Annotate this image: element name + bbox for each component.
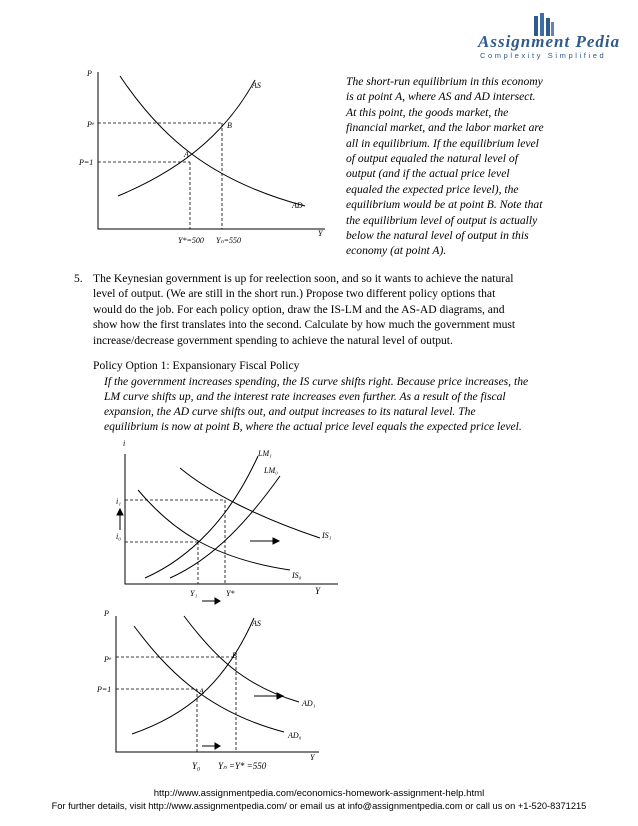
policy-heading: Policy Option 1: Expansionary Fiscal Policy — [93, 359, 300, 372]
graph-as-ad-1 — [70, 66, 340, 256]
policy-line: If the government increases spending, the IS curve shifts right. Because price increases, the — [104, 375, 529, 388]
question-line: show how the first translates into the second. Calculate by how much the government must — [93, 318, 516, 332]
explanation-line: The short-run equilibrium in this economy — [346, 75, 543, 88]
p1-label: P=1 — [79, 158, 94, 167]
explanation-line: At this point, the goods market, the — [346, 105, 509, 119]
i0-label: i₀ — [116, 532, 122, 541]
explanation-line: the equilibrium level of output is actually — [346, 213, 538, 227]
ad-curve — [120, 76, 305, 206]
ad1-label: AD₁ — [302, 699, 316, 708]
point-a-label: A — [184, 150, 189, 159]
y1-label: Y₁ — [190, 589, 198, 598]
footer-contact: For further details, visit http://www.assignmentpedia.com/ or email us at info@assignmentpedia.com or call us on +1-520-8371215 — [51, 801, 587, 811]
question-number: 5. — [74, 272, 83, 285]
graph-is-lm — [100, 438, 360, 608]
point-a-label: A — [199, 687, 204, 696]
question-line: would do the job. For each policy option, draw the IS-LM and the AS-AD diagrams, and — [93, 302, 505, 316]
y-axis-label: Y — [318, 229, 323, 238]
pe-label: Pᵉ — [104, 655, 111, 664]
is0-curve — [138, 490, 290, 570]
right-arrow-small-head-icon — [215, 743, 220, 749]
question-line: level of output. (We are still in the short run.) Propose two different policy options that — [93, 287, 496, 301]
as-label: AS — [252, 619, 261, 628]
logo-subtitle: Complexity Simplified — [480, 51, 607, 60]
ystar-label: Y* — [226, 589, 235, 598]
is1-label: IS₁ — [322, 531, 332, 540]
explanation-line: output (and if the actual price level — [346, 167, 510, 181]
y-axis-label: Y — [310, 753, 315, 762]
y-axis-label: Y — [315, 586, 321, 596]
up-arrow-head-icon — [117, 509, 123, 515]
lm0-label: LM₀ — [264, 466, 278, 475]
question-line: The Keynesian government is up for reelection soon, and so it wants to achieve the natural — [93, 272, 514, 285]
axes — [98, 72, 325, 229]
i1-label: i₁ — [116, 497, 122, 506]
is0-label: IS₀ — [292, 571, 302, 580]
as-curve — [118, 80, 255, 196]
p-axis-label: P — [104, 609, 109, 618]
graph-as-ad-2 — [94, 606, 334, 776]
policy-line: equilibrium is now at point B, where the actual price level equals the expected price level. — [104, 420, 522, 433]
axes — [125, 454, 338, 584]
right-arrow-small-head-icon — [215, 598, 220, 604]
point-b-label: B — [227, 121, 232, 130]
point-b-label: B — [232, 651, 237, 660]
p1-label: P=1 — [97, 685, 112, 694]
ad0-label: AD₀ — [288, 731, 302, 740]
logo-title: Assignment Pedia — [478, 32, 621, 51]
y0-label: Y₀ — [192, 761, 201, 771]
policy-text — [104, 374, 624, 434]
policy-line: expansion, the AD curve shifts out, and output increases to its natural level. The — [104, 405, 476, 418]
yn-label: Yₙ =Y* =550 — [218, 761, 267, 771]
explanation-line: economy (at point A). — [346, 244, 447, 258]
is1-curve — [180, 468, 320, 538]
explanation-line: of output equaled the natural level of — [346, 152, 518, 166]
yn-label: Yₙ=550 — [216, 236, 242, 245]
ystar-label: Y*=500 — [178, 236, 204, 245]
explanation-text — [346, 74, 626, 259]
pe-label: Pᵉ — [87, 120, 94, 129]
as-label: AS — [252, 81, 261, 90]
explanation-line: financial market, and the labor market are — [346, 121, 544, 135]
footer-url[interactable]: http://www.assignmentpedia.com/economics-homework-assignment-help.html — [153, 788, 485, 799]
question-line: increase/decrease government spending to achieve the natural level of output. — [93, 333, 453, 347]
explanation-line: below the natural level of output in this — [346, 229, 529, 243]
right-arrow-head-icon — [273, 538, 279, 544]
explanation-line: is at point A, where AS and AD intersect. — [346, 90, 536, 104]
ad0-curve — [134, 626, 284, 732]
p-axis-label: P — [87, 69, 92, 78]
explanation-line: equaled the expected price level), the — [346, 182, 519, 196]
lm1-label: LM₁ — [258, 449, 272, 458]
i-axis-label: i — [123, 439, 126, 448]
ad-label: AD — [292, 201, 303, 210]
right-arrow-head-icon — [277, 693, 283, 699]
explanation-line: equilibrium would be at point B. Note that — [346, 198, 543, 212]
question-text — [93, 271, 613, 348]
policy-line: LM curve shifts up, and the interest rate increases even further. As a result of the fiscal — [104, 390, 506, 403]
explanation-line: all in equilibrium. If the equilibrium level — [346, 136, 539, 150]
as-curve — [132, 618, 254, 734]
